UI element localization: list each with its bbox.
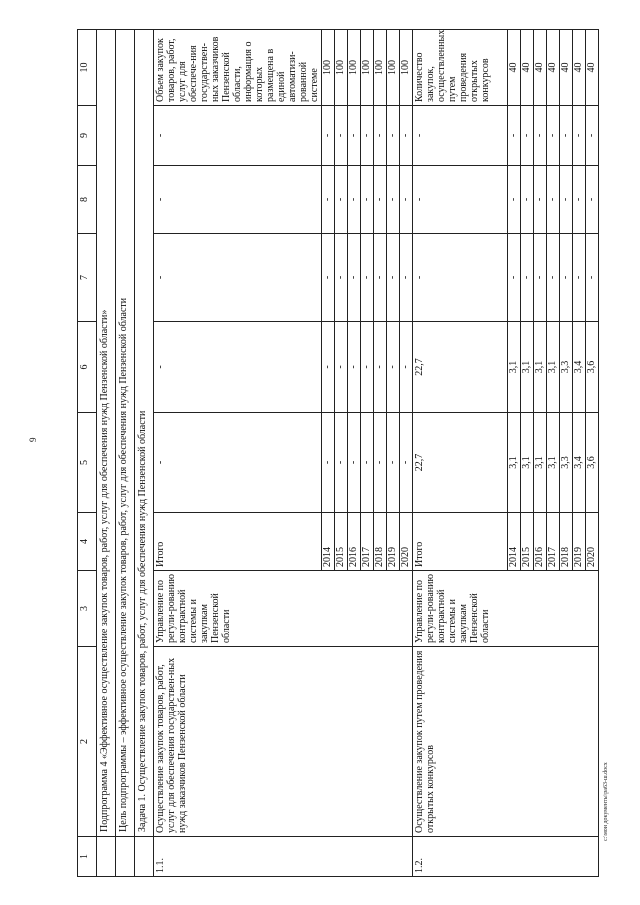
table-row (154, 30, 322, 877)
row-number: 1.2. (413, 837, 599, 877)
cell: 3,4 (573, 413, 586, 513)
column-number-row (78, 30, 97, 877)
col-num-9: 9 (78, 106, 97, 166)
cell: - (573, 106, 586, 166)
cell: - (586, 106, 599, 166)
cell: 40 (586, 30, 599, 106)
cell: - (387, 413, 400, 513)
task-text: Задача 1. Осуществление закупок товаров, работ, услуг для обеспечения нужд Пензенской области (135, 30, 154, 837)
year: 2016 (348, 513, 361, 571)
cell: 3,1 (508, 322, 521, 413)
cell: 3,1 (547, 413, 560, 513)
indicator-text: Объем закупок товаров, работ, услуг для обеспече-ния государствен-ных заказчиков Пензенской области, информация о которых размещена в единой автоматизи-рованной системе (154, 30, 322, 106)
cell: 3,1 (547, 322, 560, 413)
cell: - (400, 166, 413, 234)
event-name: Осуществление закупок путем проведения открытых конкурсов (413, 647, 599, 837)
executor: Управление по регули-рованию контрактной системы и закупкам Пензенской области (413, 571, 599, 647)
cell: - (400, 234, 413, 322)
year: 2018 (560, 513, 573, 571)
event-name: Осуществление закупок товаров, работ, услуг для обеспечения государствен-ных нужд заказчиков Пензенской области (154, 647, 413, 837)
cell: - (387, 322, 400, 413)
program-table (77, 29, 599, 877)
task-row (135, 30, 154, 877)
cell: 3,1 (521, 322, 534, 413)
cell: - (374, 106, 387, 166)
cell: - (361, 166, 374, 234)
cell: - (573, 166, 586, 234)
cell: - (586, 166, 599, 234)
cell: - (322, 322, 335, 413)
year: 2019 (573, 513, 586, 571)
cell: - (348, 234, 361, 322)
total-value: 22,7 (413, 322, 508, 413)
year: 2019 (387, 513, 400, 571)
total-value: - (154, 166, 322, 234)
cell: 40 (521, 30, 534, 106)
cell: - (335, 106, 348, 166)
cell: - (400, 413, 413, 513)
cell: - (335, 166, 348, 234)
cell: - (560, 166, 573, 234)
cell: - (335, 322, 348, 413)
cell: - (322, 106, 335, 166)
col-num-4: 4 (78, 513, 97, 571)
total-value: - (154, 106, 322, 166)
cell: 3,1 (508, 413, 521, 513)
cell: - (573, 234, 586, 322)
total-value: - (413, 234, 508, 322)
cell: 3,6 (586, 413, 599, 513)
cell: - (348, 166, 361, 234)
year: 2014 (322, 513, 335, 571)
table-row (413, 30, 508, 877)
total-value: - (154, 234, 322, 322)
col-num-8: 8 (78, 166, 97, 234)
year: 2018 (374, 513, 387, 571)
cell: - (361, 106, 374, 166)
cell: - (560, 106, 573, 166)
year: 2017 (361, 513, 374, 571)
col-num-2: 2 (78, 647, 97, 837)
cell: 3,6 (586, 322, 599, 413)
cell: - (387, 166, 400, 234)
cell: - (508, 166, 521, 234)
page-number: 9 (28, 437, 38, 442)
cell: - (387, 234, 400, 322)
cell: 3,4 (573, 322, 586, 413)
footer-file-path: c:\мои документы\ра63-ш.docx (603, 762, 609, 841)
cell: - (322, 166, 335, 234)
cell: - (374, 234, 387, 322)
cell: 40 (534, 30, 547, 106)
cell: 40 (508, 30, 521, 106)
cell: - (534, 166, 547, 234)
year: 2020 (586, 513, 599, 571)
cell: 3,1 (534, 322, 547, 413)
cell: - (361, 413, 374, 513)
cell: - (322, 413, 335, 513)
cell: - (348, 106, 361, 166)
goal-text: Цель подпрограммы – эффективное осуществление закупок товаров, работ, услуг для обеспечения нужд Пензенской области (116, 30, 135, 837)
col-num-3: 3 (78, 571, 97, 647)
cell: 40 (573, 30, 586, 106)
total-value: - (154, 322, 322, 413)
cell: - (361, 234, 374, 322)
cell: 100 (361, 30, 374, 106)
cell: - (400, 322, 413, 413)
year: 2020 (400, 513, 413, 571)
cell: 3,1 (534, 413, 547, 513)
goal-row (116, 30, 135, 877)
cell: - (547, 166, 560, 234)
cell: - (508, 106, 521, 166)
cell: 100 (335, 30, 348, 106)
cell: - (547, 106, 560, 166)
cell: - (521, 234, 534, 322)
year: 2015 (335, 513, 348, 571)
year: 2015 (521, 513, 534, 571)
executor: Управление по регули-рованию контрактной системы и закупкам Пензенской области (154, 571, 413, 647)
rotated-page (77, 29, 597, 877)
cell: - (534, 234, 547, 322)
cell: - (374, 322, 387, 413)
cell: - (348, 413, 361, 513)
total-value: - (413, 166, 508, 234)
cell: - (335, 413, 348, 513)
col-num-5: 5 (78, 413, 97, 513)
cell: 3,3 (560, 322, 573, 413)
row-number: 1.1. (154, 837, 413, 877)
section-title: Подпрограмма 4 «Эффективное осуществление закупок товаров, работ, услуг для обеспечения нужд Пензенской области» (97, 30, 116, 837)
cell: 40 (560, 30, 573, 106)
cell: 100 (322, 30, 335, 106)
col-num-10: 10 (78, 30, 97, 106)
cell: - (335, 234, 348, 322)
cell: - (521, 106, 534, 166)
cell: - (560, 234, 573, 322)
cell: 100 (374, 30, 387, 106)
cell: - (322, 234, 335, 322)
col-num-6: 6 (78, 322, 97, 413)
col-num-7: 7 (78, 234, 97, 322)
section-title-row (97, 30, 116, 877)
cell: - (586, 234, 599, 322)
cell: - (374, 413, 387, 513)
cell: 100 (348, 30, 361, 106)
total-label: Итого (413, 513, 508, 571)
cell: - (534, 106, 547, 166)
cell: - (508, 234, 521, 322)
year: 2014 (508, 513, 521, 571)
total-value: 22,7 (413, 413, 508, 513)
total-label: Итого (154, 513, 322, 571)
year: 2016 (534, 513, 547, 571)
cell: - (374, 166, 387, 234)
cell: - (361, 322, 374, 413)
cell: 100 (400, 30, 413, 106)
col-num-1: 1 (78, 837, 97, 877)
total-value: - (413, 106, 508, 166)
cell: - (547, 234, 560, 322)
cell: 3,3 (560, 413, 573, 513)
total-value: - (154, 413, 322, 513)
cell: 40 (547, 30, 560, 106)
cell: - (348, 322, 361, 413)
year: 2017 (547, 513, 560, 571)
cell: 100 (387, 30, 400, 106)
cell: - (521, 166, 534, 234)
cell: - (400, 106, 413, 166)
indicator-text: Количество закупок, осуществленных путем проведения открытых конкурсов (413, 30, 508, 106)
cell: 3,1 (521, 413, 534, 513)
cell: - (387, 106, 400, 166)
